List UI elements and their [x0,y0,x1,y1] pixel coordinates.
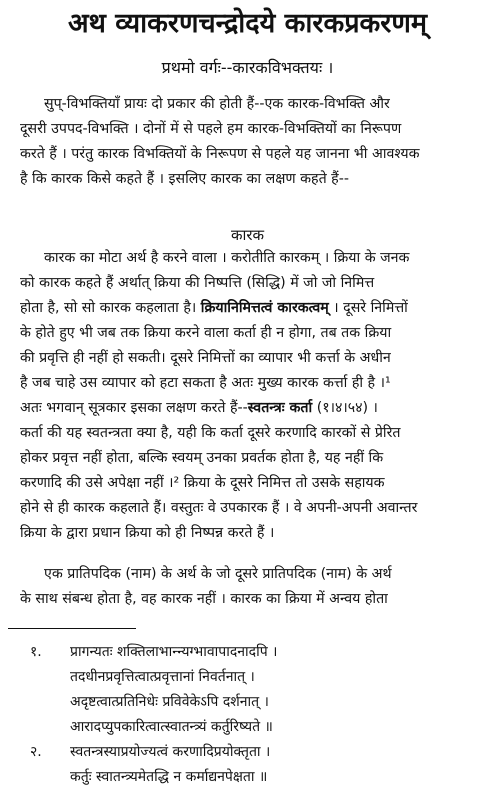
karak-line: को कारक कहते हैं अर्थात् क्रिया की निष्पत्ति (सिद्धि) में जो जो निमित्त [20,275,375,291]
intro-line: सुप्-विभक्तियाँ प्रायः दो प्रकार की होती हैं--एक कारक-विभक्ति और [44,96,390,112]
karak-line: के होते हुए भी जब तक क्रिया करने वाला कर्ता ही न होगा, तब तक क्रिया [20,325,392,341]
karak-text: अतः भगवान् सूत्रकार इसका लक्षण करते हैं-- [20,400,248,416]
closing-paragraph [20,562,484,612]
intro-paragraph [20,92,484,192]
footnote-number: १. [30,644,42,660]
karak-text: होता है, सो सो कारक कहलाता है। [20,300,197,316]
karak-line [20,296,484,321]
footnote-verse-line: तदधीनप्रवृत्तित्वात्प्रवृत्तानां निवर्तनात् । [70,669,255,685]
definition-bold: क्रियानिमित्तत्वं कारकत्वम् [200,300,329,316]
intro-line: दूसरी उपपद-विभक्ति । दोनों में से पहले हम कारक-विभक्तियों का निरूपण [20,121,402,137]
karak-text: । दूसरे निमित्तों [333,300,408,316]
footnote-number: २. [30,744,42,760]
intro-line: है कि कारक किसे कहते हैं । इसलिए कारक का लक्षण कहते हैं-- [20,171,349,187]
footnote-1 [30,640,490,740]
karak-line: होने से ही कारक कहलाते हैं। वस्तुतः वे उपकारक हैं । वे अपनी-अपनी अवान्तर [20,500,418,516]
karak-line: है जब चाहे उस व्यापार को हटा सकता है अतः मुख्य कारक कर्त्ता ही है ।¹ [20,375,391,391]
sutra-bold: स्वतन्त्रः कर्ता [247,400,313,416]
footnote-2 [30,740,490,790]
footnote-divider [8,628,136,629]
closing-line: के साथ संबन्ध होता है, वह कारक नहीं । कारक का क्रिया में अन्वय होता [20,591,388,607]
footnote-verse-line: अदृष्टत्वात्प्रतिनिधेः प्रविवेकेऽपि दर्शनात् । [70,694,269,710]
section-heading: कारक [230,226,265,244]
karak-line: होकर प्रवृत्त नहीं होता, बल्कि स्वयम् उनका प्रवर्तक होता है, यह नहीं कि [20,450,384,466]
karak-line: कर्ता की यह स्वतन्त्रता क्या है, यही कि कर्ता दूसरे करणादि कारकों से प्रेरित [20,425,401,441]
karak-line [20,396,484,421]
footnote-verse-line: स्वतन्त्रस्याप्रयोज्यत्वं करणादिप्रयोक्तृता । [70,744,271,760]
karak-line: की प्रवृत्ति ही नहीं हो सकती। दूसरे निमित्तों का व्यापार भी कर्त्ता के अधीन [20,350,391,366]
karak-line: करणादि की उसे अपेक्षा नहीं ।² क्रिया के दूसरे निमित्त तो उसके सहायक [20,475,385,491]
intro-line: करते हैं । परंतु कारक विभक्तियों के निरूपण से पहले यह जानना भी आवश्यक [20,146,420,162]
footnote-verse-line: आरादप्युपकारित्वात्स्वातन्त्र्यं कर्तुरिष्यते ॥ [70,719,273,735]
footnote-verse-line: कर्तुः स्वातन्त्र्यमेतद्धि न कर्माद्यनपेक्षता ॥ [70,769,268,785]
chapter-title: अथ व्याकरणचन्द्रोदये कारकप्रकरणम् [68,8,427,39]
closing-line: एक प्रातिपदिक (नाम) के अर्थ के जो दूसरे प्रातिपदिक (नाम) के अर्थ [44,566,392,582]
karak-paragraph [20,246,484,546]
karak-line: कारक का मोटा अर्थ है करने वाला । करोतीति कारकम् । क्रिया के जनक [44,250,410,266]
footnote-verse-line: प्रागन्यतः शक्तिलाभान्न्यग्भावापादनादपि । [70,644,278,660]
karak-line: क्रिया के द्वारा प्रधान क्रिया को ही निष्पन्न करते हैं । [20,525,275,541]
chapter-subtitle: प्रथमो वर्गः--कारकविभक्तयः । [161,58,334,77]
karak-text: (१।४।५४) । [316,400,378,416]
